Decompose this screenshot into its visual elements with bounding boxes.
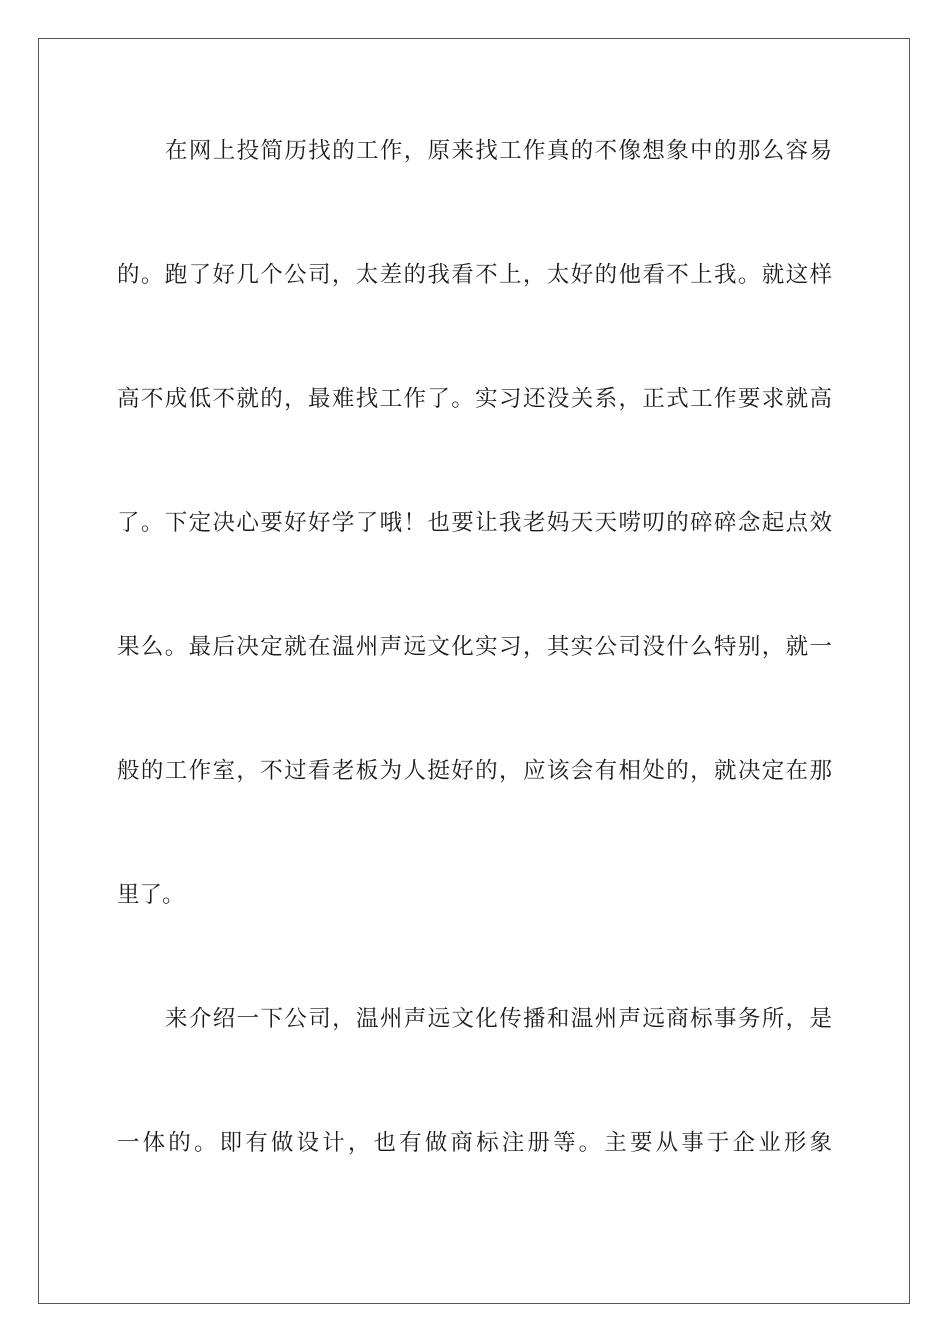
text-line: 来介绍一下公司，温州声远文化传播和温州声远商标事务所，是: [165, 1006, 832, 1032]
text-line: 了。下定决心要好好学了哦！也要让我老妈天天唠叨的碎碎念起点效: [117, 510, 832, 536]
text-line: 里了。: [117, 882, 185, 908]
text-line: 在网上投简历找的工作，原来找工作真的不像想象中的那么容易: [165, 138, 832, 164]
text-line: 的。跑了好几个公司，太差的我看不上，太好的他看不上我。就这样: [117, 262, 832, 288]
text-line: 一体的。即有做设计，也有做商标注册等。主要从事于企业形象: [117, 1130, 832, 1156]
text-line: 果么。最后决定就在温州声远文化实习，其实公司没什么特别，就一: [117, 634, 832, 660]
text-line: 般的工作室，不过看老板为人挺好的，应该会有相处的，就决定在那: [117, 758, 832, 784]
text-line: 高不成低不就的，最难找工作了。实习还没关系，正式工作要求就高: [117, 386, 832, 412]
page-border: [38, 38, 910, 1304]
